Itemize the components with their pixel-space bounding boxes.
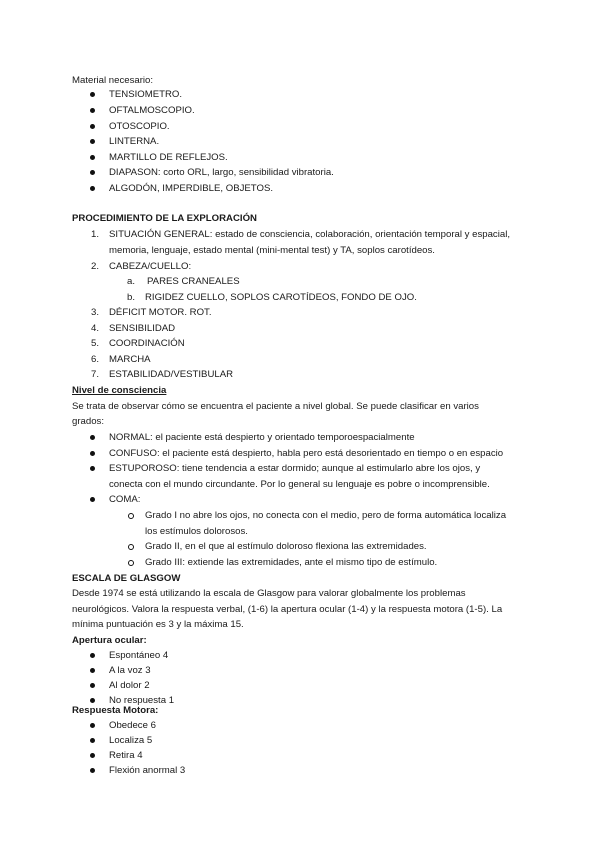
bullet-icon [90,738,95,743]
list-item: TENSIOMETRO. [109,89,183,100]
bullet-icon [90,139,95,144]
sub-letter: b. [127,292,136,303]
bullet-icon [90,683,95,688]
list-number: 2. [91,261,100,272]
bullet-icon [90,155,95,160]
list-item: CONFUSO: el paciente está despierto, habla pero está desorientado en tiempo o en espacio [109,448,504,459]
list-item: A la voz 3 [109,665,151,676]
list-item: DÉFICIT MOTOR. ROT. [109,307,212,318]
bullet-icon [90,698,95,703]
bullet-icon [90,768,95,773]
list-number: 3. [91,307,100,318]
list-item: COMA: [109,494,141,505]
list-item: Localiza 5 [109,735,153,746]
list-item-continued: conecta con el mundo circundante. Por lo general su lenguaje es pobre o incomprensible. [109,479,490,490]
list-number: 4. [91,323,100,334]
list-item: Al dolor 2 [109,680,150,691]
list-item: OFTALMOSCOPIO. [109,105,195,116]
glasgow-title: ESCALA DE GLASGOW [72,573,181,584]
list-item: SENSIBILIDAD [109,323,176,334]
list-item: COORDINACIÓN [109,338,185,349]
sub-item: Grado I no abre los ojos, no conecta con el medio, pero de forma automática localiza [145,510,507,521]
list-item-continued: memoria, lenguaje, estado mental (mini-mental test) y TA, soplos carotídeos. [109,245,435,256]
ring-bullet-icon [128,560,134,566]
list-item: DIAPASON: corto ORL, largo, sensibilidad vibratoria. [109,167,334,178]
bullet-icon [90,723,95,728]
nivel-intro-continued: grados: [72,416,104,427]
list-number: 7. [91,369,100,380]
list-item: NORMAL: el paciente está despierto y orientado temporoespacialmente [109,432,415,443]
bullet-icon [90,668,95,673]
list-number: 1. [91,229,100,240]
procedimiento-title: PROCEDIMIENTO DE LA EXPLORACIÓN [72,213,257,224]
list-item: ESTABILIDAD/VESTIBULAR [109,369,234,380]
bullet-icon [90,108,95,113]
bullet-icon [90,653,95,658]
bullet-icon [90,753,95,758]
sub-item-continued: los estímulos dolorosos. [145,526,248,537]
bullet-icon [90,451,95,456]
list-item: No respuesta 1 [109,695,175,706]
list-item: Flexión anormal 3 [109,765,186,776]
sub-item: Grado II, en el que al estímulo doloroso flexiona las extremidades. [145,541,427,552]
sub-item: PARES CRANEALES [147,276,240,287]
list-item: SITUACIÓN GENERAL: estado de consciencia, colaboración, orientación temporal y espacial, [109,229,510,240]
material-title: Material necesario: [72,75,154,86]
list-item: Obedece 6 [109,720,156,731]
list-item: CABEZA/CUELLO: [109,261,192,272]
ring-bullet-icon [128,544,134,550]
list-item: Espontáneo 4 [109,650,169,661]
nivel-intro: Se trata de observar cómo se encuentra el paciente a nivel global. Se puede clasificar en varios [72,401,479,412]
list-item: OTOSCOPIO. [109,121,170,132]
bullet-icon [90,497,95,502]
list-item: ALGODÓN, IMPERDIBLE, OBJETOS. [109,183,274,194]
bullet-icon [90,92,95,97]
bullet-icon [90,466,95,471]
sub-letter: a. [127,276,136,287]
list-item: MARCHA [109,354,151,365]
list-number: 5. [91,338,100,349]
glasgow-text: mínima puntuación es 3 y la máxima 15. [72,619,244,630]
bullet-icon [90,124,95,129]
list-item: Retira 4 [109,750,143,761]
list-item: MARTILLO DE REFLEJOS. [109,152,228,163]
sub-item: RIGIDEZ CUELLO, SOPLOS CAROTÍDEOS, FONDO DE OJO. [145,292,417,303]
ocular-title: Apertura ocular: [72,635,147,646]
list-item: ESTUPOROSO: tiene tendencia a estar dormido; aunque al estimularlo abre los ojos, y [109,463,481,474]
bullet-icon [90,170,95,175]
list-item: LINTERNA. [109,136,160,147]
nivel-title: Nivel de consciencia [72,385,167,396]
bullet-icon [90,186,95,191]
glasgow-text: neurológicos. Valora la respuesta verbal, (1-6) la apertura ocular (1-4) y la respuesta motora (1-5). La [72,604,503,615]
motora-title: Respuesta Motora: [72,705,159,716]
sub-item: Grado III: extiende las extremidades, ante el mismo tipo de estímulo. [145,557,438,568]
ring-bullet-icon [128,513,134,519]
glasgow-text: Desde 1974 se está utilizando la escala de Glasgow para valorar globalmente los problemas [72,588,466,599]
bullet-icon [90,435,95,440]
list-number: 6. [91,354,100,365]
